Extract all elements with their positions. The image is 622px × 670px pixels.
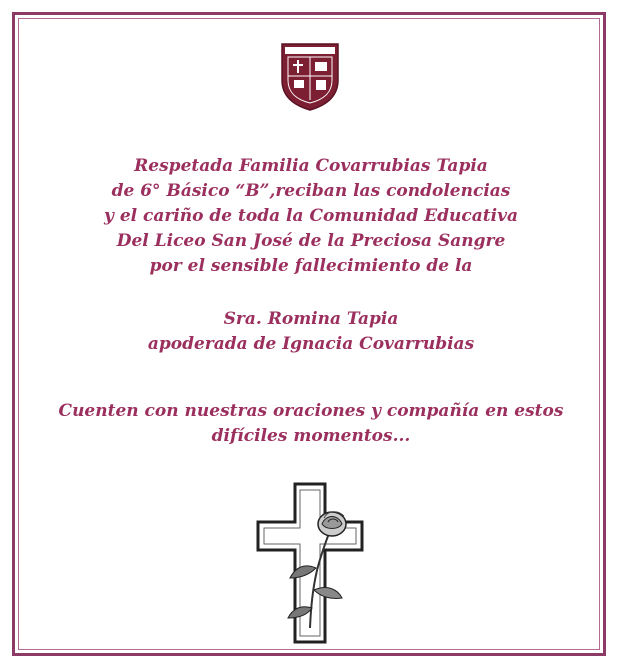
deceased-relation: apoderada de Ignacia Covarrubias [147, 334, 475, 354]
deceased-name: Sra. Romina Tapia [223, 309, 399, 329]
closing-line: Cuenten con nuestras oraciones y compañía en estos [58, 401, 564, 421]
message-line: de 6° Básico “B”,reciban las condolencias [111, 181, 511, 201]
condolence-message [20, 154, 602, 279]
closing-message [20, 399, 602, 449]
cross-with-rose-icon [250, 478, 370, 648]
school-crest-icon [280, 42, 340, 112]
message-line: por el sensible fallecimiento de la [149, 256, 473, 276]
message-line: Del Liceo San José de la Preciosa Sangre [116, 231, 506, 251]
message-line: Respetada Familia Covarrubias Tapia [134, 156, 488, 176]
closing-line: difíciles momentos... [211, 426, 411, 446]
deceased-info [20, 307, 602, 357]
message-line: y el cariño de toda la Comunidad Educativa [104, 206, 518, 226]
